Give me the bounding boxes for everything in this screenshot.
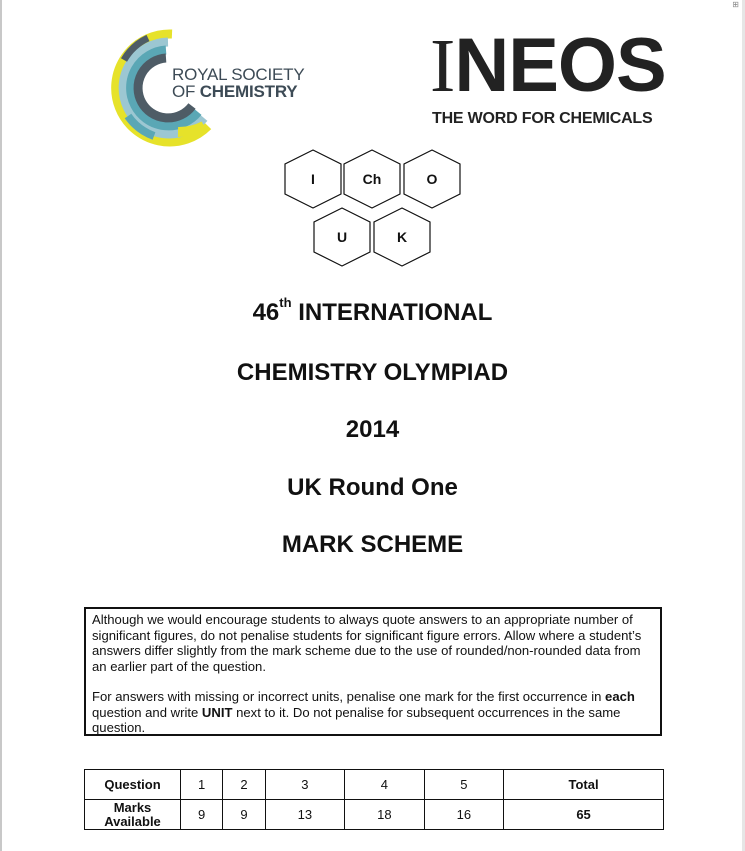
question-cell: 5 xyxy=(424,770,504,800)
notice-bold-unit: UNIT xyxy=(201,704,233,720)
table-marks-row xyxy=(85,800,664,830)
title-international: INTERNATIONAL xyxy=(291,299,493,326)
icho-uk-hexagon-logo xyxy=(282,146,468,274)
question-cell: 3 xyxy=(265,770,345,800)
hex-label-3: O xyxy=(426,171,438,187)
title-number: 46 xyxy=(252,299,280,326)
marks-available-label xyxy=(85,800,181,830)
rsc-wordmark xyxy=(172,66,305,100)
ineos-initial: I xyxy=(430,24,455,108)
marks-table xyxy=(84,769,664,830)
notice-bold-each: each xyxy=(605,689,635,704)
marks-cell: 13 xyxy=(265,800,345,830)
marking-notice-box xyxy=(84,607,662,736)
ineos-tagline: THE WORD FOR CHEMICALS xyxy=(432,110,653,127)
marks-cell: 9 xyxy=(181,800,223,830)
ineos-rest: NEOS xyxy=(454,23,666,108)
hex-label-4: U xyxy=(336,229,348,245)
question-cell: 4 xyxy=(345,770,425,800)
marks-cell: 18 xyxy=(345,800,425,830)
corner-icon: ⊞ xyxy=(732,0,739,9)
hex-label-2: Ch xyxy=(362,171,382,187)
notice-text-e: next to it. Do not penalise for subsequent occurrences in the same question. xyxy=(92,704,621,735)
marks-label-line2: Available xyxy=(104,813,161,829)
question-cell: 2 xyxy=(223,770,265,800)
question-cell: 1 xyxy=(181,770,223,800)
marks-cell: 16 xyxy=(424,800,504,830)
notice-paragraph-1: Although we would encourage students to always quote answers to an appropriate number of significant figures, do not penalise students for significant figure errors. Allow where a student’s answers differ slightly from the mark scheme due to the use of rounded/non-rounded data from an earlier part of the question. xyxy=(92,612,642,674)
title-line-3: 2014 xyxy=(345,416,400,443)
hex-label-5: K xyxy=(396,229,408,245)
table-header-row xyxy=(85,770,664,800)
title-line-5: MARK SCHEME xyxy=(281,531,464,558)
marks-label-line1: Marks xyxy=(113,799,152,815)
notice-text-c: question and write xyxy=(92,704,202,720)
question-header: Question xyxy=(85,770,181,800)
notice-text-a: For answers with missing or incorrect units, penalise one mark for the first occurrence in xyxy=(92,689,606,704)
rsc-line2 xyxy=(172,83,305,100)
marks-cell: 9 xyxy=(223,800,265,830)
title-line-2: CHEMISTRY OLYMPIAD xyxy=(236,359,509,386)
title-ordinal: th xyxy=(279,295,292,310)
ineos-logo xyxy=(430,23,666,108)
hex-label-1: I xyxy=(311,171,315,187)
rsc-line2-prefix: OF xyxy=(172,82,200,101)
title-line-4: UK Round One xyxy=(287,474,458,501)
total-header: Total xyxy=(504,770,664,800)
notice-paragraph-2 xyxy=(92,689,654,736)
rsc-line2-bold: CHEMISTRY xyxy=(199,82,298,101)
title-line-1 xyxy=(0,295,745,327)
total-marks-cell: 65 xyxy=(504,800,664,830)
rsc-line1: ROYAL SOCIETY xyxy=(172,65,305,84)
